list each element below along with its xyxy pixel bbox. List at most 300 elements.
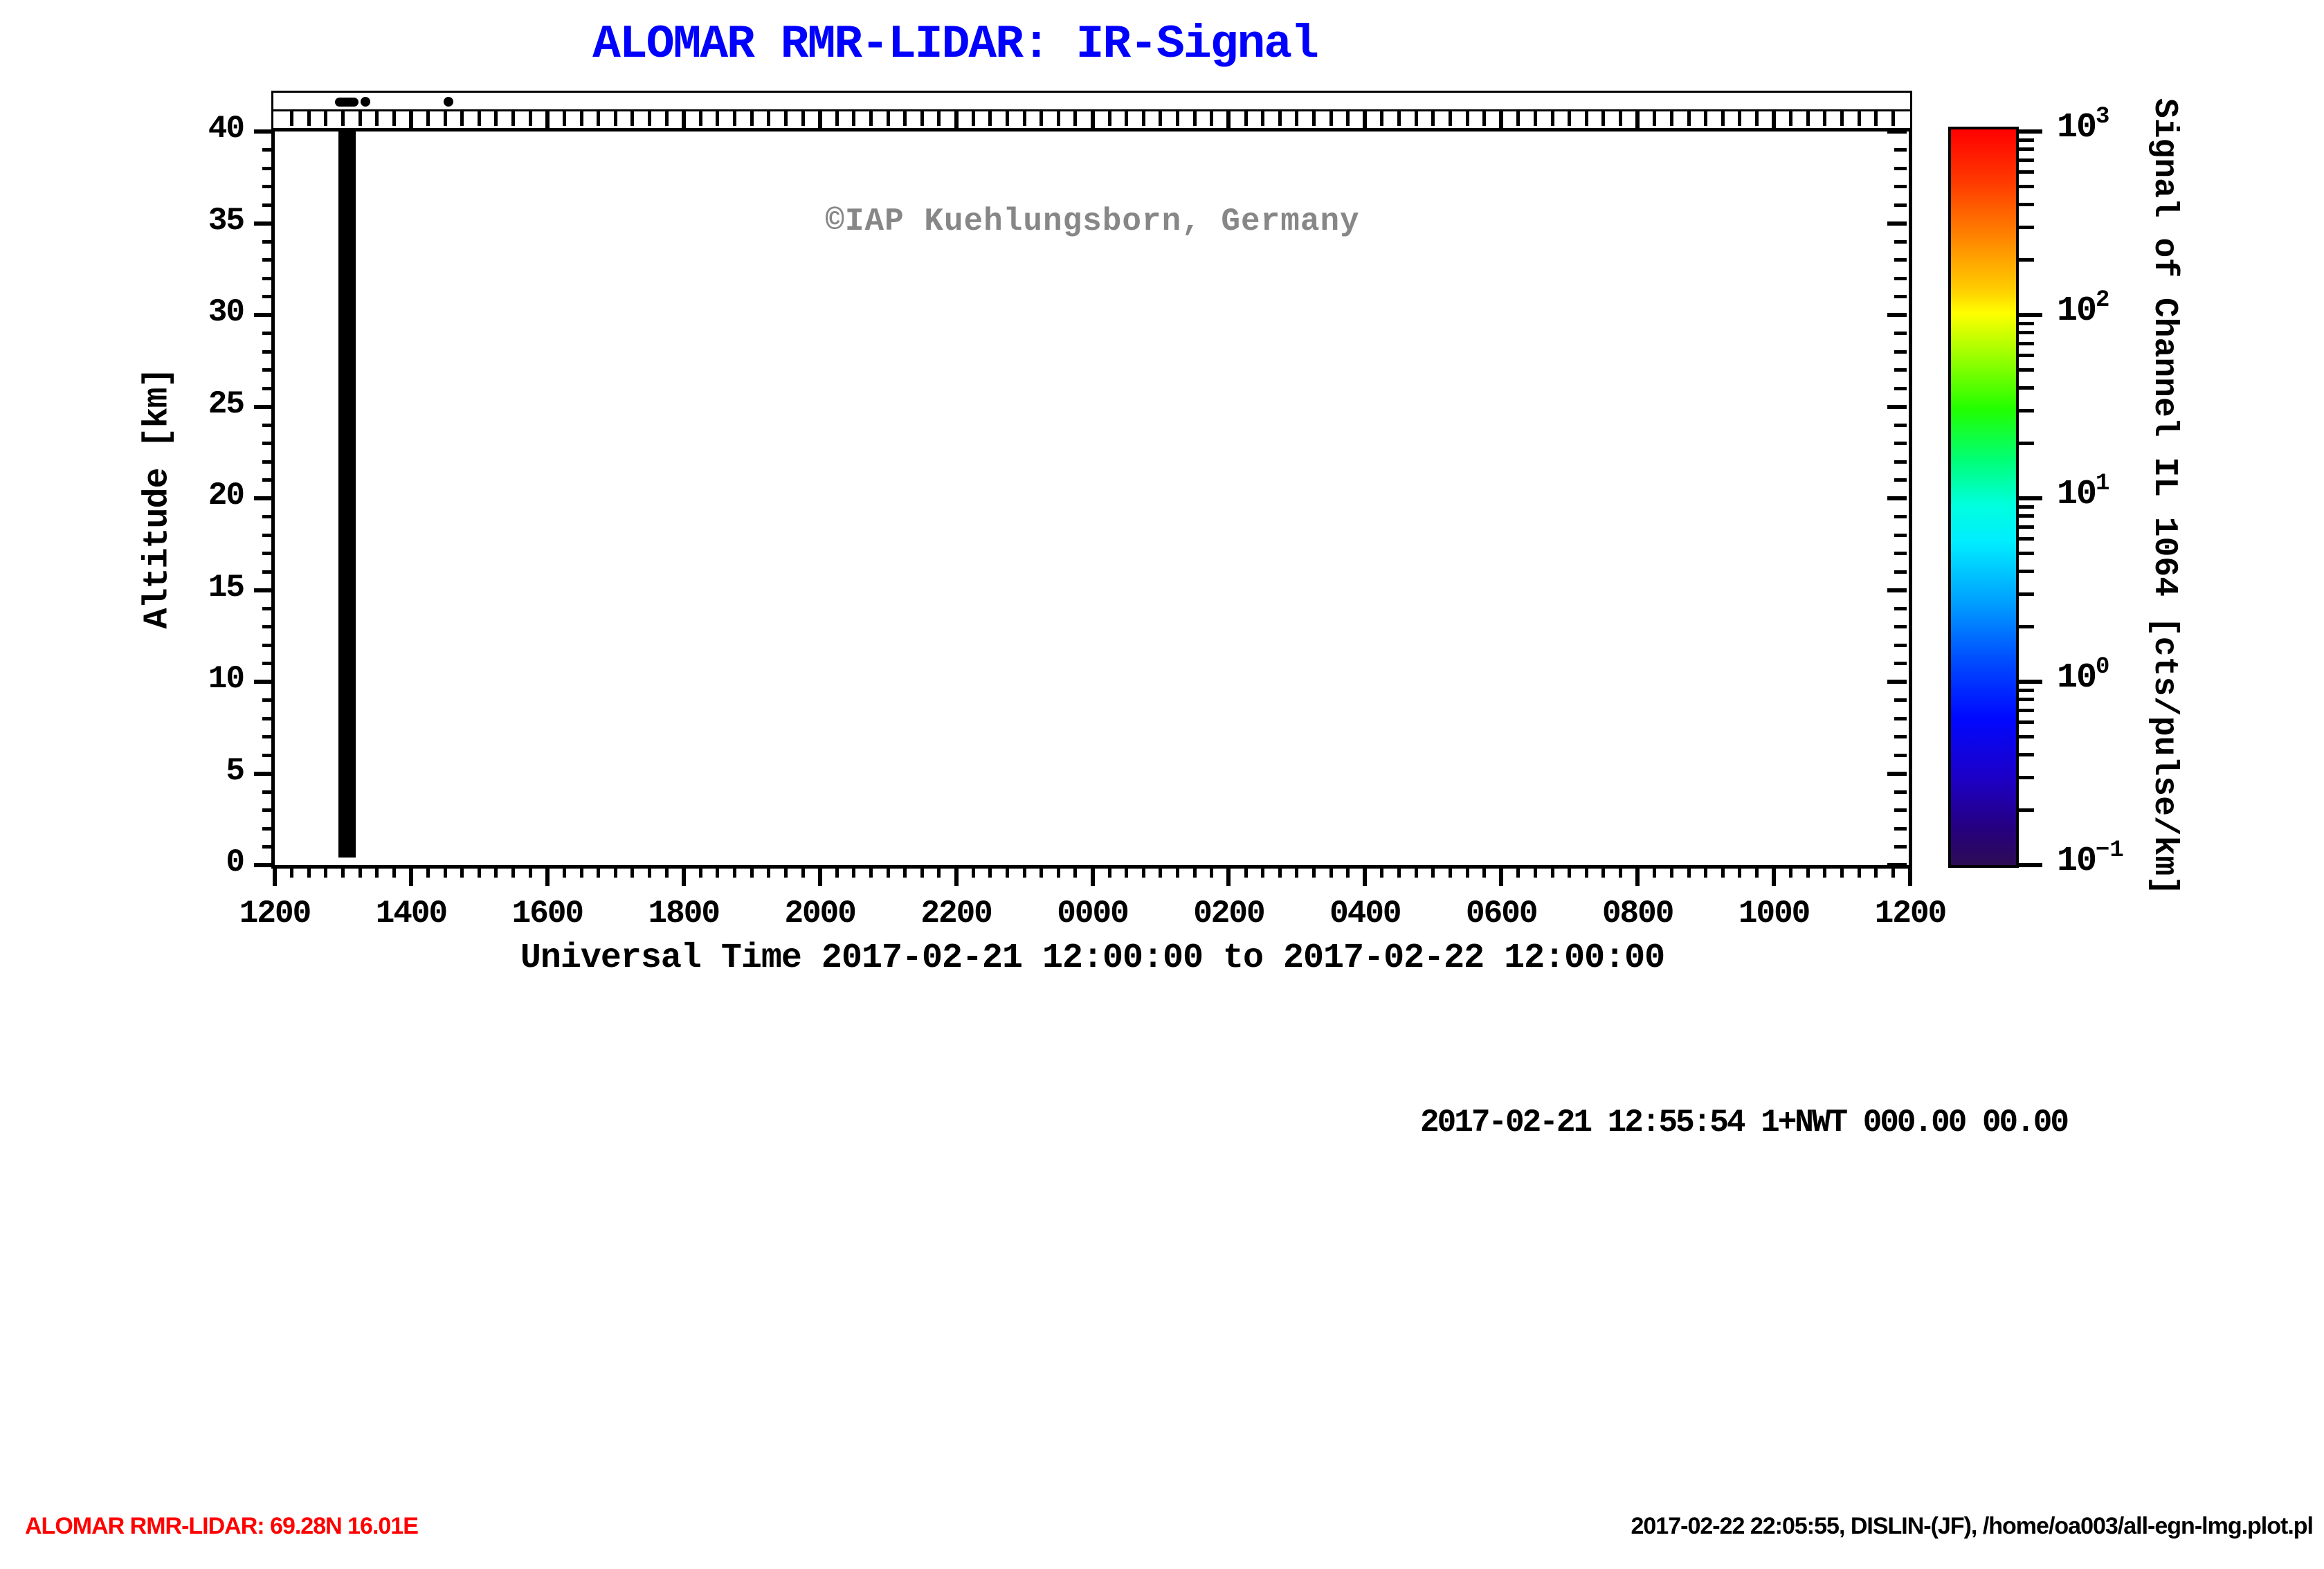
x-axis-minor-tick (1874, 865, 1878, 878)
ruler-minor-tick (358, 111, 362, 126)
y-axis-major-tick (254, 405, 275, 409)
ruler-minor-tick (750, 111, 754, 126)
x-axis-minor-tick (1295, 865, 1298, 878)
y-axis-right-tick (1894, 570, 1907, 574)
ruler-minor-tick (1397, 111, 1401, 126)
x-axis-label: Universal Time 2017-02-21 12:00:00 to 2017-02-22 12:00:00 (520, 938, 1665, 978)
ruler-major-divider (1772, 109, 1776, 131)
ruler-minor-tick (1721, 111, 1725, 126)
y-axis-right-tick (1894, 515, 1907, 518)
colorbar-tick-base: 10 (2057, 108, 2096, 147)
x-axis-minor-tick (1142, 865, 1145, 878)
x-axis-minor-tick (529, 865, 532, 878)
ruler-minor-tick (665, 111, 669, 126)
x-axis-minor-tick (1210, 865, 1213, 878)
ruler-minor-tick (1551, 111, 1554, 126)
ruler-minor-tick (1159, 111, 1162, 126)
ruler-minor-tick (1755, 111, 1759, 126)
y-axis-minor-tick (262, 203, 275, 207)
colorbar-label: Signal of Channel IL 1064 [cts/pulse/km] (2145, 98, 2183, 896)
ruler-minor-tick (1261, 111, 1264, 126)
x-axis-minor-tick (937, 865, 941, 878)
x-axis-minor-tick (1415, 865, 1418, 878)
y-axis-right-tick (1887, 313, 1907, 317)
y-axis-minor-tick (262, 387, 275, 390)
x-axis-minor-tick (1346, 865, 1350, 878)
ruler-minor-tick (1534, 111, 1537, 126)
colorbar-minor-tick (2019, 185, 2034, 188)
colorbar-minor-tick (2019, 203, 2034, 206)
colorbar-minor-tick (2019, 442, 2034, 445)
y-axis-right-tick (1894, 534, 1907, 537)
y-axis-label: Altitude [km] (138, 368, 178, 629)
ruler-minor-tick (1380, 111, 1383, 126)
ruler-minor-tick (784, 111, 788, 126)
x-axis-minor-tick (1397, 865, 1401, 878)
y-axis-minor-tick (262, 754, 275, 757)
x-axis-minor-tick (887, 865, 890, 878)
ruler-minor-tick (1346, 111, 1350, 126)
ruler-minor-tick (1073, 111, 1077, 126)
y-axis-right-tick (1887, 221, 1907, 226)
x-axis-minor-tick (665, 865, 669, 878)
y-axis-major-tick (254, 680, 275, 684)
ruler-minor-tick (511, 111, 515, 126)
indicator-pill-mark (335, 98, 358, 107)
y-axis-minor-tick (262, 515, 275, 518)
ruler-major-divider (1363, 109, 1367, 131)
ruler-minor-tick (1653, 111, 1656, 126)
y-axis-right-tick (1894, 790, 1907, 794)
ruler-minor-tick (733, 111, 736, 126)
colorbar-minor-tick (2019, 552, 2034, 555)
x-axis-minor-tick (1789, 865, 1792, 878)
x-axis-minor-tick (1721, 865, 1725, 878)
y-tick-label: 30 (208, 294, 244, 330)
colorbar-tick-label (2057, 654, 2110, 698)
y-axis-right-tick (1894, 644, 1907, 647)
x-tick-label: 1200 (239, 896, 311, 932)
ruler-minor-tick (1840, 111, 1844, 126)
ruler-minor-tick (1738, 111, 1741, 126)
x-axis-major-tick (1772, 865, 1776, 886)
colorbar-minor-tick (2019, 689, 2034, 692)
x-axis-minor-tick (1193, 865, 1197, 878)
x-axis-minor-tick (988, 865, 992, 878)
ruler-minor-tick (341, 111, 345, 126)
ruler-minor-tick (937, 111, 941, 126)
y-axis-right-tick (1894, 625, 1907, 628)
ruler-minor-tick (1568, 111, 1571, 126)
x-axis-minor-tick (1040, 865, 1043, 878)
y-axis-right-tick (1894, 552, 1907, 555)
y-axis-right-tick (1894, 148, 1907, 152)
x-tick-label: 0000 (1057, 896, 1128, 932)
colorbar-minor-tick (2019, 322, 2034, 325)
ruler-minor-tick (1704, 111, 1707, 126)
y-axis-minor-tick (262, 625, 275, 628)
x-axis-minor-tick (1449, 865, 1452, 878)
y-axis-minor-tick (262, 442, 275, 445)
y-tick-label: 25 (208, 386, 244, 422)
y-axis-right-tick (1894, 368, 1907, 372)
x-axis-major-tick (1908, 865, 1912, 886)
x-axis-minor-tick (920, 865, 924, 878)
ruler-major-divider (954, 109, 959, 131)
x-axis-major-tick (818, 865, 822, 886)
ruler-minor-tick (1449, 111, 1452, 126)
y-axis-minor-tick (262, 808, 275, 812)
x-axis-minor-tick (1687, 865, 1691, 878)
ruler-minor-tick (1295, 111, 1298, 126)
colorbar-minor-tick (2019, 505, 2034, 509)
colorbar-major-tick (2019, 863, 2042, 867)
ruler-minor-tick (852, 111, 855, 126)
x-axis-minor-tick (1653, 865, 1656, 878)
y-axis-right-tick (1894, 808, 1907, 812)
ruler-minor-tick (1312, 111, 1316, 126)
colorbar-tick-exponent: 0 (2096, 654, 2110, 680)
y-axis-right-tick (1894, 478, 1907, 482)
colorbar-tick-exponent: −1 (2096, 837, 2124, 864)
colorbar-tick-base: 10 (2057, 842, 2096, 881)
colorbar-tick-base: 10 (2057, 291, 2096, 331)
colorbar-minor-tick (2019, 776, 2034, 779)
ruler-minor-tick (920, 111, 924, 126)
x-axis-minor-tick (1108, 865, 1111, 878)
colorbar-major-tick (2019, 496, 2042, 500)
x-axis-minor-tick (1806, 865, 1810, 878)
ruler-minor-tick (494, 111, 498, 126)
y-tick-label: 15 (208, 569, 244, 606)
colorbar-tick-label (2057, 104, 2110, 147)
ruler-minor-tick (1687, 111, 1691, 126)
ruler-minor-tick (614, 111, 617, 126)
colorbar-minor-tick (2019, 409, 2034, 412)
x-axis-minor-tick (563, 865, 566, 878)
y-axis-right-tick (1894, 167, 1907, 170)
ruler-minor-tick (716, 111, 719, 126)
colorbar-tick-label (2057, 471, 2110, 514)
x-axis-minor-tick (307, 865, 311, 878)
y-axis-major-tick (254, 772, 275, 776)
colorbar-tick-base: 10 (2057, 658, 2096, 698)
y-axis-minor-tick (262, 350, 275, 354)
ruler-minor-tick (835, 111, 839, 126)
colorbar-minor-tick (2019, 709, 2034, 712)
ruler-minor-tick (903, 111, 907, 126)
colorbar-minor-tick (2019, 158, 2034, 162)
colorbar-minor-tick (2019, 147, 2034, 151)
x-axis-minor-tick (341, 865, 345, 878)
x-axis-minor-tick (1278, 865, 1282, 878)
y-axis-major-tick (254, 313, 275, 317)
ruler-minor-tick (648, 111, 651, 126)
x-axis-minor-tick (290, 865, 293, 878)
ruler-minor-tick (1040, 111, 1043, 126)
x-axis-minor-tick (1057, 865, 1060, 878)
y-axis-right-tick (1894, 387, 1907, 390)
ruler-minor-tick (563, 111, 566, 126)
x-axis-minor-tick (1551, 865, 1554, 878)
x-axis-minor-tick (444, 865, 447, 878)
ruler-minor-tick (699, 111, 702, 126)
ruler-minor-tick (290, 111, 293, 126)
colorbar-minor-tick (2019, 368, 2034, 372)
ruler-minor-tick (426, 111, 430, 126)
y-axis-right-tick (1894, 258, 1907, 262)
x-axis-minor-tick (1516, 865, 1520, 878)
y-axis-minor-tick (262, 240, 275, 244)
ruler-minor-tick (630, 111, 634, 126)
plot-generation-footer: 2017-02-22 22:05:55, DISLIN-(JF), /home/oa003/all-egn-lmg.plot.pl (1631, 1513, 2313, 1539)
x-axis-minor-tick (852, 865, 855, 878)
colorbar-minor-tick (2019, 735, 2034, 738)
y-axis-major-tick (254, 221, 275, 226)
x-axis-minor-tick (630, 865, 634, 878)
y-axis-right-tick (1887, 405, 1907, 409)
colorbar-minor-tick (2019, 170, 2034, 174)
ruler-minor-tick (1858, 111, 1861, 126)
x-axis-minor-tick (1823, 865, 1826, 878)
x-axis-minor-tick (1534, 865, 1537, 878)
y-axis-minor-tick (262, 698, 275, 702)
x-tick-label: 0200 (1193, 896, 1264, 932)
colorbar-minor-tick (2019, 354, 2034, 357)
y-axis-minor-tick (262, 827, 275, 831)
ruler-major-divider (1635, 109, 1640, 131)
ruler-major-divider (1226, 109, 1231, 131)
x-tick-label: 2000 (784, 896, 855, 932)
x-axis-minor-tick (324, 865, 327, 878)
y-axis-minor-tick (262, 662, 275, 665)
y-axis-right-tick (1894, 350, 1907, 354)
colorbar-tick-base: 10 (2057, 475, 2096, 514)
ruler-minor-tick (1278, 111, 1282, 126)
y-axis-minor-tick (262, 717, 275, 720)
colorbar-minor-tick (2019, 753, 2034, 756)
y-axis-minor-tick (262, 644, 275, 647)
y-tick-label: 10 (208, 661, 244, 697)
ruler-minor-tick (1244, 111, 1248, 126)
ruler-minor-tick (1466, 111, 1469, 126)
x-axis-minor-tick (1244, 865, 1248, 878)
colorbar-minor-tick (2019, 625, 2034, 628)
y-tick-label: 35 (208, 202, 244, 239)
y-axis-right-tick (1887, 588, 1907, 592)
y-axis-minor-tick (262, 534, 275, 537)
y-axis-right-tick (1894, 827, 1907, 831)
watermark: ©IAP Kuehlungsborn, Germany (825, 203, 1360, 239)
x-axis-minor-tick (1329, 865, 1333, 878)
y-tick-label: 20 (208, 478, 244, 514)
y-axis-major-tick (254, 496, 275, 500)
ruler-minor-tick (444, 111, 447, 126)
x-axis-minor-tick (869, 865, 873, 878)
x-tick-label: 1000 (1738, 896, 1810, 932)
x-axis-minor-tick (1585, 865, 1588, 878)
x-axis-minor-tick (597, 865, 600, 878)
y-axis-major-tick (254, 129, 275, 134)
x-axis-minor-tick (1858, 865, 1861, 878)
indicator-dot-mark (444, 97, 453, 107)
colorbar-tick-exponent: 1 (2096, 471, 2110, 497)
colorbar-minor-tick (2019, 808, 2034, 812)
y-axis-minor-tick (262, 332, 275, 335)
x-tick-label: 0800 (1601, 896, 1673, 932)
x-axis-minor-tick (784, 865, 788, 878)
colorbar-minor-tick (2019, 570, 2034, 573)
ruler-minor-tick (1210, 111, 1213, 126)
ruler-minor-tick (529, 111, 532, 126)
ruler-minor-tick (1823, 111, 1826, 126)
y-axis-minor-tick (262, 258, 275, 262)
page-title: ALOMAR RMR-LIDAR: IR-Signal (592, 18, 1318, 71)
y-axis-minor-tick (262, 552, 275, 555)
y-axis-minor-tick (262, 570, 275, 574)
x-axis-major-tick (1091, 865, 1095, 886)
ruler-major-divider (818, 109, 822, 131)
y-axis-right-tick (1887, 772, 1907, 776)
x-axis-minor-tick (716, 865, 719, 878)
colorbar-major-tick (2019, 680, 2042, 684)
colorbar-tick-label (2057, 837, 2124, 881)
ruler-minor-tick (460, 111, 464, 126)
x-axis-minor-tick (767, 865, 770, 878)
colorbar-minor-tick (2019, 720, 2034, 724)
x-axis-minor-tick (1159, 865, 1162, 878)
y-axis-minor-tick (262, 148, 275, 152)
colorbar-minor-tick (2019, 226, 2034, 229)
x-axis-minor-tick (1840, 865, 1844, 878)
x-axis-minor-tick (375, 865, 379, 878)
x-tick-label: 1600 (511, 896, 583, 932)
colorbar-tick-exponent: 3 (2096, 104, 2110, 130)
x-tick-label: 0600 (1466, 896, 1537, 932)
y-axis-minor-tick (262, 607, 275, 610)
y-axis-minor-tick (262, 277, 275, 280)
ruler-minor-tick (1193, 111, 1197, 126)
x-axis-minor-tick (1073, 865, 1077, 878)
ruler-minor-tick (767, 111, 770, 126)
x-axis-minor-tick (426, 865, 430, 878)
x-axis-minor-tick (1704, 865, 1707, 878)
y-axis-right-tick (1894, 698, 1907, 702)
ruler-minor-tick (1415, 111, 1418, 126)
y-axis-major-tick (254, 863, 275, 867)
y-axis-right-tick (1894, 442, 1907, 445)
y-axis-minor-tick (262, 185, 275, 188)
x-axis-major-tick (1499, 865, 1503, 886)
y-axis-minor-tick (262, 845, 275, 849)
ruler-minor-tick (580, 111, 583, 126)
ruler-minor-tick (478, 111, 481, 126)
y-axis-right-tick (1894, 717, 1907, 720)
y-axis-right-tick (1887, 129, 1907, 134)
colorbar-minor-tick (2019, 342, 2034, 345)
x-axis-minor-tick (494, 865, 498, 878)
x-axis-minor-tick (750, 865, 754, 878)
y-axis-right-tick (1894, 735, 1907, 738)
x-axis-minor-tick (1023, 865, 1026, 878)
ruler-major-divider (545, 109, 550, 131)
x-axis-minor-tick (972, 865, 975, 878)
x-axis-minor-tick (1006, 865, 1009, 878)
ruler-minor-tick (1516, 111, 1520, 126)
x-axis-minor-tick (1312, 865, 1316, 878)
ruler-minor-tick (1619, 111, 1622, 126)
ruler-minor-tick (1023, 111, 1026, 126)
x-axis-minor-tick (733, 865, 736, 878)
y-axis-minor-tick (262, 735, 275, 738)
y-axis-right-tick (1887, 680, 1907, 684)
y-axis-right-tick (1894, 662, 1907, 665)
station-coordinates-footer: ALOMAR RMR-LIDAR: 69.28N 16.01E (25, 1513, 418, 1539)
ruler-minor-tick (1806, 111, 1810, 126)
ruler-minor-tick (1125, 111, 1128, 126)
ruler-minor-tick (324, 111, 327, 126)
colorbar-minor-tick (2019, 331, 2034, 334)
x-axis-major-tick (1635, 865, 1640, 886)
x-axis-major-tick (682, 865, 686, 886)
x-axis-minor-tick (1482, 865, 1486, 878)
colorbar-tick-exponent: 2 (2096, 287, 2110, 314)
ruler-minor-tick (988, 111, 992, 126)
measurement-indicator-strip (271, 91, 1912, 111)
ruler-minor-tick (1601, 111, 1605, 126)
ruler-minor-tick (1142, 111, 1145, 126)
ruler-minor-tick (1057, 111, 1060, 126)
y-axis-right-tick (1894, 424, 1907, 427)
x-axis-minor-tick (1568, 865, 1571, 878)
x-tick-label: 1800 (648, 896, 719, 932)
y-axis-right-tick (1887, 496, 1907, 500)
x-axis-minor-tick (699, 865, 702, 878)
colorbar-minor-tick (2019, 592, 2034, 596)
y-axis-minor-tick (262, 424, 275, 427)
colorbar-minor-tick (2019, 514, 2034, 518)
x-axis-minor-tick (478, 865, 481, 878)
colorbar-minor-tick (2019, 525, 2034, 529)
y-axis-minor-tick (262, 295, 275, 298)
x-axis-minor-tick (1738, 865, 1741, 878)
ruler-minor-tick (1431, 111, 1435, 126)
x-axis-minor-tick (1670, 865, 1673, 878)
y-axis-right-tick (1894, 460, 1907, 464)
y-axis-right-tick (1894, 754, 1907, 757)
measurement-data-column (338, 131, 356, 858)
colorbar-minor-tick (2019, 258, 2034, 262)
ruler-minor-tick (801, 111, 805, 126)
x-axis-minor-tick (1755, 865, 1759, 878)
ruler-minor-tick (1482, 111, 1486, 126)
colorbar-minor-tick (2019, 386, 2034, 390)
colorbar-major-tick (2019, 129, 2042, 134)
x-axis-minor-tick (1431, 865, 1435, 878)
x-axis-minor-tick (1601, 865, 1605, 878)
y-axis-minor-tick (262, 368, 275, 372)
ruler-minor-tick (1176, 111, 1179, 126)
y-axis-major-tick (254, 588, 275, 592)
y-axis-right-tick (1894, 607, 1907, 610)
y-axis-minor-tick (262, 167, 275, 170)
x-axis-minor-tick (1380, 865, 1383, 878)
y-axis-right-tick (1894, 203, 1907, 207)
measurement-timestamp: 2017-02-21 12:55:54 1+NWT 000.00 00.00 (1420, 1105, 2067, 1141)
y-tick-label: 40 (208, 111, 244, 147)
ruler-minor-tick (392, 111, 396, 126)
ruler-minor-tick (375, 111, 379, 126)
